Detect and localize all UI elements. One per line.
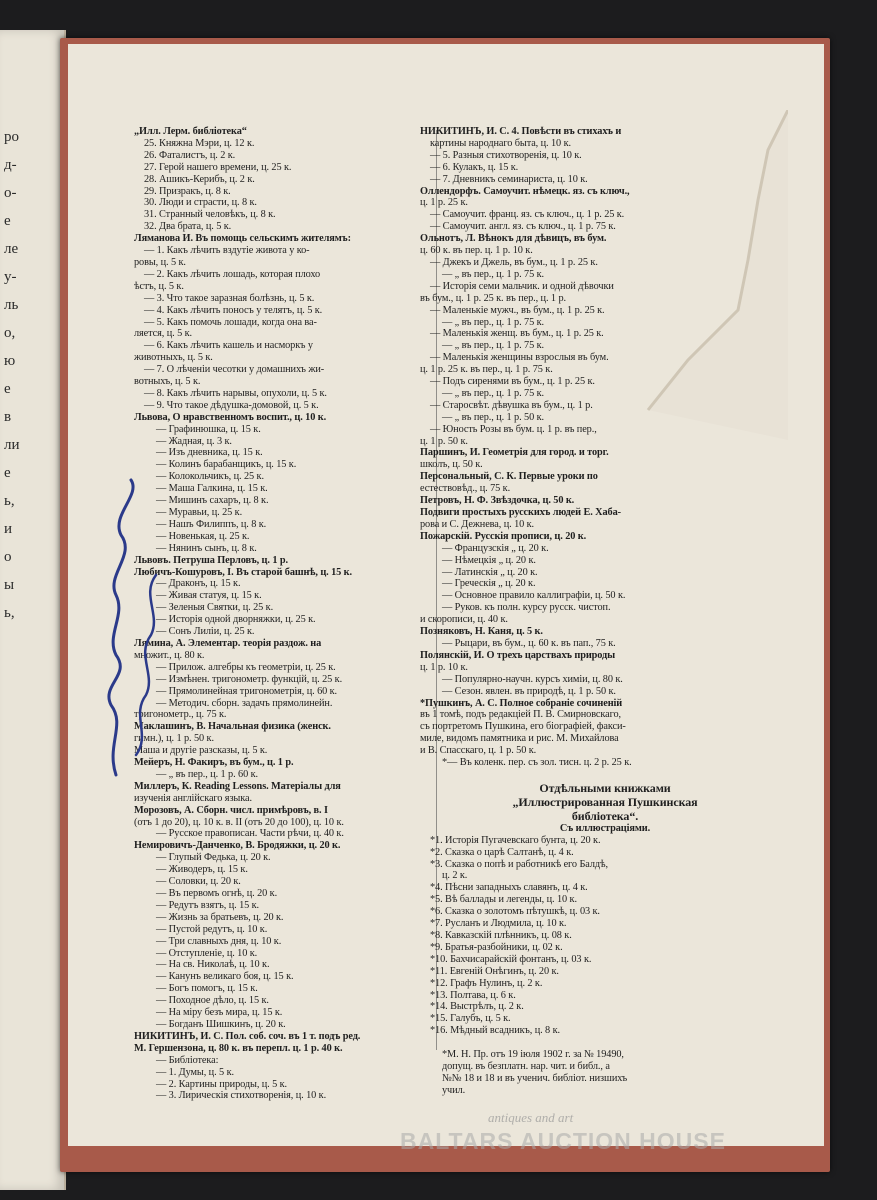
- catalog-line: №№ 18 и 18 и въ ученич. библiот. низшихъ: [442, 1072, 628, 1084]
- catalog-line: „Иллюстрированная Пушкинская: [512, 794, 698, 809]
- catalog-line: — Жизнь за братьевъ, ц. 20 к.: [156, 911, 284, 923]
- catalog-line: — Маленькiе мужч., въ бум., ц. 1 р. 25 к.: [430, 304, 605, 316]
- catalog-line: естествовѣд., ц. 75 к.: [420, 483, 511, 495]
- catalog-line: 29. Призракъ, ц. 8 к.: [144, 185, 231, 197]
- left-page-text-fragment: о-: [4, 185, 17, 201]
- catalog-line: — На св. Николаѣ, ц. 10 к.: [156, 959, 270, 971]
- catalog-line: *6. Сказка о золотомъ пѣтушкѣ, ц. 03 к.: [430, 906, 600, 918]
- catalog-line: въ бум., ц. 1 р. 25 к. въ пер., ц. 1 р.: [420, 292, 566, 304]
- catalog-line: *10. Бахчисарайскiй фонтанъ, ц. 03 к.: [430, 953, 592, 965]
- catalog-line: — 7. Дневникъ семинариста, ц. 10 к.: [430, 173, 588, 185]
- catalog-line: (отъ 1 до 20), ц. 10 к. в. II (отъ 20 до 100), ц. 10 к.: [134, 816, 344, 828]
- left-page-text-fragment: ю: [4, 353, 16, 369]
- catalog-line: — 6. Какъ лѣчить кашель и насморкъ у: [144, 340, 313, 352]
- catalog-line: *13. Полтава, ц. 6 к.: [430, 989, 516, 1001]
- catalog-line: Оллендорфъ. Самоучит. нѣмецк. яз. съ ключ.,: [420, 185, 630, 197]
- catalog-line: *4. Пѣсни западныхъ славянъ, ц. 4 к.: [430, 882, 588, 894]
- catalog-line: ѣстъ, ц. 5 к.: [134, 280, 184, 292]
- catalog-line: [420, 1037, 790, 1049]
- catalog-line: — 5. Какъ помочь лошади, когда она ва-: [144, 316, 317, 328]
- catalog-line: М. Гершензона, ц. 80 к. въ перепл. ц. 1 р. 40 к.: [134, 1042, 343, 1054]
- catalog-line: ц. 60 к. въ пер. ц. 1 р. 10 к.: [420, 245, 533, 257]
- catalog-line: — Юность Розы въ бум. ц. 1 р. въ пер.,: [430, 423, 597, 435]
- catalog-line: — 9. Что такое дѣдушка-домовой, ц. 5 к.: [144, 399, 319, 411]
- catalog-line: ц. 1 р. 50 к.: [420, 435, 468, 447]
- catalog-line: — Маленькiя женщ. въ бум., ц. 1 р. 25 к.: [430, 328, 604, 340]
- catalog-line: 27. Герой нашего времени, ц. 25 к.: [144, 161, 292, 173]
- catalog-line: — Маша Галкина, ц. 15 к.: [156, 483, 268, 495]
- watermark-line-1: antiques and art: [488, 1110, 574, 1125]
- catalog-line: — Канунъ великаго боя, ц. 15 к.: [156, 971, 294, 983]
- left-page-edge: [0, 30, 66, 1190]
- catalog-line: 31. Странный человѣкъ, ц. 8 к.: [144, 209, 276, 221]
- left-page-text-fragment: ы: [4, 577, 15, 593]
- catalog-line: *11. Евгенiй Онѣгинъ, ц. 20 к.: [430, 965, 559, 977]
- catalog-line: — Три славныхъ дня, ц. 10 к.: [156, 935, 282, 947]
- left-page-text-fragment: ь,: [4, 493, 15, 509]
- catalog-line: — 6. Кулакъ, ц. 15 к.: [430, 161, 519, 173]
- left-page-text-fragment: ль: [4, 297, 19, 313]
- catalog-line: библiотека“.: [571, 808, 639, 823]
- catalog-line: Персональный, С. К. Первые уроки по: [420, 471, 598, 483]
- catalog-line: ц. 2 к.: [442, 870, 468, 882]
- catalog-line: Маша и другiе разсказы, ц. 5 к.: [134, 745, 268, 757]
- catalog-line: — 5. Разныя стихотворенiя, ц. 10 к.: [430, 149, 582, 161]
- catalog-line: — Методич. сборн. задачъ прямолинейн.: [156, 697, 333, 709]
- catalog-line: — Старосвѣт. дѣвушка въ бум., ц. 1 р.: [430, 399, 593, 411]
- catalog-line: — 4. Какъ лѣчить поносъ у телятъ, ц. 5 к.: [144, 304, 323, 316]
- catalog-line: — Графинюшка, ц. 15 к.: [156, 423, 261, 435]
- catalog-line: — Основное правило каллиграфiи, ц. 50 к.: [442, 590, 626, 602]
- catalog-line: *М. Н. Пр. отъ 19 iюля 1902 г. за № 19490,: [442, 1049, 624, 1061]
- catalog-line: Мейеръ, Н. Факиръ, въ бум., ц. 1 р.: [134, 757, 294, 769]
- catalog-line: Позняковъ, Н. Каня, ц. 5 к.: [420, 626, 543, 638]
- left-page-text-fragment: о: [4, 549, 12, 565]
- left-page-text-fragment: е: [4, 381, 11, 397]
- left-page-text-fragment: е: [4, 465, 11, 481]
- left-page-text-fragment: е: [4, 213, 11, 229]
- catalog-line: Морозовъ, А. Сборн. числ. примѣровъ, в. I: [134, 804, 328, 816]
- catalog-line: — Нѣмецкiя „ ц. 20 к.: [442, 554, 536, 566]
- catalog-line: Любичъ-Кошуровъ, I. Въ старой башнѣ, ц. 15 к.: [134, 566, 352, 578]
- catalog-line: — 1. Какъ лѣчить вздутiе живота у ко-: [144, 245, 310, 257]
- catalog-line: — Исторiя семи мальчик. и одной дѣвочки: [430, 280, 614, 292]
- catalog-line: ц. 1 р. 10 к.: [420, 661, 468, 673]
- catalog-line: *15. Галубъ, ц. 5 к.: [430, 1013, 511, 1025]
- catalog-line: *12. Графъ Нулинъ, ц. 2 к.: [430, 977, 543, 989]
- catalog-line: Немировичъ-Данченко, В. Бродяжки, ц. 20 к.: [134, 840, 341, 852]
- left-page-text-fragment: ро: [4, 129, 19, 145]
- catalog-line: — Измѣнен. тригонометр. функцiй, ц. 25 к.: [156, 673, 343, 685]
- catalog-line: Пожарскiй. Русскiя прописи, ц. 20 к.: [420, 530, 587, 542]
- catalog-line: ц. 1 р. 25 к. въ пер., ц. 1 р. 75 к.: [420, 364, 553, 376]
- catalog-line: — Походное дѣло, ц. 15 к.: [156, 995, 269, 1007]
- catalog-line: — 2. Картины природы, ц. 5 к.: [156, 1078, 288, 1090]
- catalog-line: — „ въ пер., ц. 1 р. 75 к.: [442, 268, 544, 280]
- left-page-text-fragment: в: [4, 409, 12, 425]
- catalog-line: *— Въ коленк. пер. съ зол. тисн. ц. 2 р. 25 к.: [442, 757, 632, 769]
- catalog-line: — Прилож. алгебры къ геометрiи, ц. 25 к.: [156, 661, 336, 673]
- catalog-line: Львова, О нравственномъ воспит., ц. 10 к.: [134, 411, 327, 423]
- catalog-line: — Самоучит. франц. яз. съ ключ., ц. 1 р. 25 к.: [430, 209, 625, 221]
- left-page-text-fragment: у-: [4, 269, 17, 285]
- catalog-line: множит., ц. 80 к.: [134, 649, 205, 661]
- catalog-line: гимн.), ц. 1 р. 50 к.: [134, 733, 214, 745]
- catalog-line: учил.: [442, 1084, 466, 1096]
- catalog-line: изученiя англiйскаго языка.: [134, 792, 252, 804]
- catalog-line: [420, 769, 790, 781]
- catalog-line: — Богъ помогъ, ц. 15 к.: [156, 983, 258, 995]
- catalog-line: — „ въ пер., ц. 1 р. 50 к.: [442, 411, 544, 423]
- catalog-line: Львовъ. Петруша Перловъ, ц. 1 р.: [134, 554, 288, 566]
- catalog-line: — 3. Лирическiя стихотворенiя, ц. 10 к.: [156, 1090, 327, 1102]
- catalog-line: — 7. О лѣченiи чесотки у домашнихъ жи-: [144, 364, 325, 376]
- catalog-line: — Руков. къ полн. курсу русск. чистоп.: [442, 602, 611, 614]
- catalog-line: НИКИТИНЪ, И. С. Пол. соб. соч. въ 1 т. подъ ред.: [134, 1030, 361, 1042]
- catalog-line: — 8. Какъ лѣчить нарывы, опухоли, ц. 5 к.: [144, 387, 327, 399]
- catalog-line: *5. Вѣ баллады и легенды, ц. 10 к.: [430, 894, 577, 906]
- catalog-line: — На мiру безъ мира, ц. 15 к.: [156, 1007, 283, 1019]
- catalog-line: Съ иллюстрацiями.: [559, 822, 651, 834]
- catalog-line: — Маленькiя женщины взрослыя въ бум.: [430, 352, 609, 364]
- catalog-line: — Русское правописан. Части рѣчи, ц. 40 к.: [156, 828, 344, 840]
- right-column: [420, 126, 790, 1097]
- catalog-line: — Отступленiе, ц. 10 к.: [156, 947, 258, 959]
- catalog-line: — Въ первомъ огнѣ, ц. 20 к.: [156, 888, 278, 899]
- catalog-line: — Колокольчикъ, ц. 25 к.: [156, 471, 264, 483]
- catalog-line: — Самоучит. англ. яз. съ ключ., ц. 1 р. 75 к.: [430, 221, 616, 233]
- catalog-line: *3. Сказка о попѣ и работникѣ его Балдѣ,: [430, 858, 608, 870]
- catalog-line: *7. Русланъ и Людмила, ц. 10 к.: [430, 918, 567, 930]
- left-page-text-fragment: д-: [4, 157, 17, 173]
- catalog-line: — Сезон. явлен. въ природѣ, ц. 1 р. 50 к.: [442, 685, 616, 697]
- catalog-line: *Пушкинъ, А. С. Полное собранiе сочиненiй: [420, 697, 623, 709]
- catalog-line: — Рыцари, въ бум., ц. 60 к. въ пап., 75 к.: [442, 637, 616, 649]
- catalog-line: *2. Сказка о царѣ Салтанѣ, ц. 4 к.: [430, 846, 574, 858]
- catalog-line: — Мишинъ сахаръ, ц. 8 к.: [156, 495, 269, 507]
- catalog-line: — Редутъ взятъ, ц. 15 к.: [156, 899, 260, 911]
- catalog-line: вотныхъ, ц. 5 к.: [134, 376, 201, 388]
- catalog-line: и скорописи, ц. 40 к.: [420, 614, 508, 626]
- left-page-text-fragment: ле: [4, 241, 19, 257]
- catalog-line: — Популярно-научн. курсъ химiи, ц. 80 к.: [442, 673, 623, 685]
- catalog-line: ровы, ц. 5 к.: [134, 256, 186, 268]
- catalog-line: животныхъ, ц. 5 к.: [134, 352, 213, 364]
- catalog-line: Маклашинъ, В. Начальная физика (женск.: [134, 721, 331, 733]
- catalog-line: *16. Мѣдный всадникъ, ц. 8 к.: [430, 1025, 560, 1037]
- left-page-text-fragment: ь,: [4, 605, 15, 621]
- catalog-line: — Живодеръ, ц. 15 к.: [156, 864, 248, 876]
- catalog-line: — 2. Какъ лѣчить лошадь, которая плохо: [144, 268, 321, 280]
- catalog-line: — Нашъ Филиппъ, ц. 8 к.: [156, 518, 267, 530]
- catalog-line: тригонометр., ц. 75 к.: [134, 709, 227, 721]
- catalog-line: — Библiотека:: [156, 1054, 219, 1066]
- watermark-line-2: BALTARS AUCTION HOUSE: [400, 1128, 726, 1154]
- catalog-line: — Живая статуя, ц. 15 к.: [156, 590, 262, 602]
- catalog-line: — Муравьи, ц. 25 к.: [156, 507, 243, 518]
- catalog-line: „Илл. Лерм. библiотека“: [134, 126, 247, 137]
- catalog-line: — Изъ дневника, ц. 15 к.: [156, 447, 263, 459]
- catalog-line: 28. Ашикъ-Керибъ, ц. 2 к.: [144, 173, 255, 185]
- catalog-line: допущ. въ безплатн. нар. чит. и библ., а: [442, 1060, 610, 1072]
- catalog-line: — „ въ пер., ц. 1 р. 75 к.: [442, 340, 544, 352]
- catalog-line: съ портретомъ Пушкина, его бiографiей, факси-: [420, 721, 626, 733]
- catalog-line: Полянскiй, И. О трехъ царствахъ природы: [420, 649, 616, 661]
- catalog-line: — Прямолинейная тригонометрiя, ц. 60 к.: [156, 685, 338, 697]
- catalog-line: Отдѣльными книжками: [539, 780, 671, 795]
- catalog-line: 30. Люди и страсти, ц. 8 к.: [144, 197, 257, 209]
- catalog-line: *1. Исторiя Пугачевскаго бунта, ц. 20 к.: [430, 834, 601, 846]
- catalog-line: картины народнаго быта, ц. 10 к.: [430, 137, 571, 149]
- catalog-line: и В. Спасскаго, ц. 1 р. 50 к.: [420, 745, 537, 757]
- catalog-line: — „ въ пер., ц. 1 р. 75 к.: [442, 387, 544, 399]
- left-page-text-fragment: ли: [4, 437, 20, 453]
- catalog-line: — Греческiя „ ц. 20 к.: [442, 578, 536, 590]
- catalog-line: — Французскiя „ ц. 20 к.: [442, 542, 549, 554]
- catalog-line: — Нянинъ сынъ, ц. 8 к.: [156, 542, 257, 554]
- catalog-line: рова и С. Дежнева, ц. 10 к.: [420, 518, 535, 530]
- catalog-line: — „ въ пер., ц. 1 р. 75 к.: [442, 316, 544, 328]
- catalog-line: 26. Фаталистъ, ц. 2 к.: [144, 149, 236, 161]
- catalog-line: — Подъ сиренями въ бум., ц. 1 р. 25 к.: [430, 376, 595, 388]
- catalog-line: — Колинъ барабанщикъ, ц. 15 к.: [156, 459, 297, 471]
- catalog-line: — Глупый Федька, ц. 20 к.: [156, 852, 271, 864]
- catalog-line: — „ въ пер., ц. 1 р. 60 к.: [156, 768, 258, 780]
- catalog-line: Ляманова И. Въ помощь сельскимъ жителямъ:: [134, 233, 351, 245]
- catalog-line: — Новенькая, ц. 25 к.: [156, 530, 250, 542]
- catalog-line: — Сонъ Лилiи, ц. 25 к.: [156, 626, 255, 638]
- catalog-line: миле, видомъ памятника и рис. М. Михайлова: [420, 733, 619, 745]
- catalog-line: *8. Кавказскiй плѣнникъ, ц. 08 к.: [430, 930, 572, 941]
- catalog-line: въ 1 томѣ, подъ редакцiей П. В. Смирновскаго,: [420, 709, 622, 721]
- catalog-line: ляется, ц. 5 к.: [134, 328, 192, 340]
- catalog-line: Миллеръ, К. Reading Lessons. Матерiалы для: [134, 780, 341, 792]
- catalog-line: — 1. Думы, ц. 5 к.: [156, 1066, 234, 1078]
- catalog-line: 25. Княжна Мэри, ц. 12 к.: [144, 137, 255, 149]
- catalog-line: школъ, ц. 50 к.: [420, 459, 483, 471]
- catalog-line: Лямина, А. Элементар. теорiя раздож. на: [134, 637, 322, 649]
- catalog-line: — Жадная, ц. 3 к.: [156, 435, 232, 447]
- catalog-line: ц. 1 р. 25 к.: [420, 197, 468, 209]
- catalog-line: *9. Братья-разбойники, ц. 02 к.: [430, 941, 563, 953]
- catalog-line: — Исторiя одной дворняжки, ц. 25 к.: [156, 614, 316, 626]
- catalog-line: Петровъ, Н. Ф. Звѣздочка, ц. 50 к.: [420, 495, 575, 507]
- catalog-line: Ольнотъ, Л. Вѣнокъ для дѣвицъ, въ бум.: [420, 233, 607, 245]
- catalog-line: — Латинскiя „ ц. 20 к.: [442, 566, 538, 578]
- catalog-line: — Драконъ, ц. 15 к.: [156, 578, 241, 590]
- catalog-line: — Зеленыя Святки, ц. 25 к.: [156, 602, 274, 614]
- catalog-line: — 3. Что такое заразная болѣзнь, ц. 5 к.: [144, 292, 315, 304]
- catalog-line: НИКИТИНЪ, И. С. 4. Повѣсти въ стихахъ и: [420, 126, 622, 137]
- catalog-page: [68, 44, 824, 1146]
- catalog-line: Подвиги простыхъ русскихъ людей Е. Хаба-: [420, 507, 621, 518]
- catalog-line: — Соловки, ц. 20 к.: [156, 876, 241, 888]
- catalog-line: — Пустой редутъ, ц. 10 к.: [156, 923, 268, 935]
- catalog-line: Паршинъ, И. Геометрiя для город. и торг.: [420, 447, 609, 459]
- catalog-line: — Богданъ Шишкинъ, ц. 20 к.: [156, 1018, 286, 1030]
- left-page-text-fragment: и: [4, 521, 13, 537]
- left-page-text-fragment: о,: [4, 325, 16, 341]
- catalog-line: 32. Два брата, ц. 5 к.: [144, 221, 232, 233]
- catalog-line: — Джекъ и Джель, въ бум., ц. 1 р. 25 к.: [430, 256, 598, 268]
- catalog-line: *14. Выстрѣлъ, ц. 2 к.: [430, 1001, 524, 1013]
